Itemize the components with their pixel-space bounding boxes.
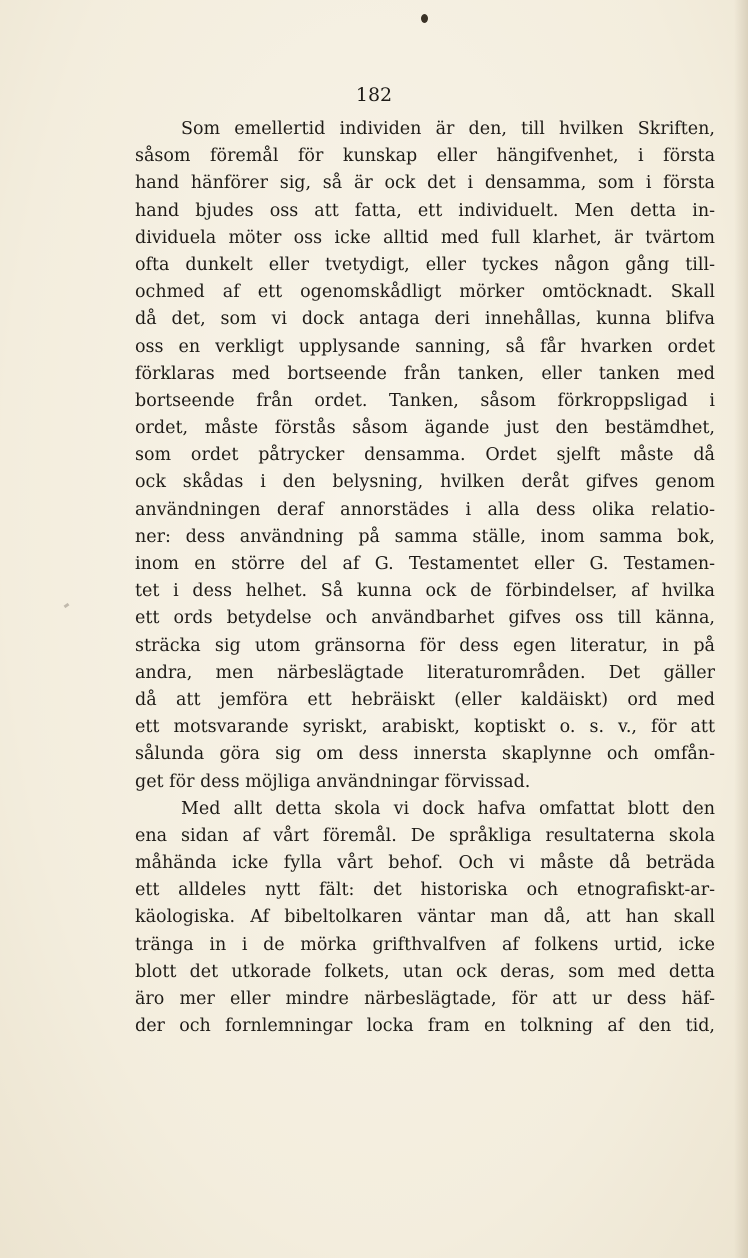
text-line: ena sidan af vårt föremål. De språkliga resultaterna skola <box>135 825 715 846</box>
text-line: dividuela möter oss icke alltid med full klarhet, är tvärtom <box>135 227 715 248</box>
text-line: hand bjudes oss att fatta, ett individuelt. Men detta in- <box>135 200 715 221</box>
text-line: hand hänförer sig, så är ock det i densamma, som i första <box>135 173 715 194</box>
text-line: inom en större del af G. Testamentet eller G. Testamen- <box>135 554 715 574</box>
text-line: käologiska. Af bibeltolkaren väntar man då, att han skall <box>135 907 715 928</box>
text-line: såsom föremål för kunskap eller hängifvenhet, i första <box>135 146 715 167</box>
text-line: ock skådas i den belysning, hvilken deråt gifves genom <box>135 472 715 493</box>
text-line: användningen deraf annorstädes i alla dess olika relatio- <box>135 499 715 520</box>
text-line: tet i dess helhet. Så kunna ock de förbindelser, af hvilka <box>135 581 715 602</box>
text-line: ett motsvarande syriskt, arabiskt, koptiskt o. s. v., för att <box>135 717 715 738</box>
page-edge-shadow <box>734 0 748 1258</box>
text-line: sträcka sig utom gränsorna för dess egen literatur, in på <box>135 635 715 656</box>
text-line: måhända icke fylla vårt behof. Och vi måste då beträda <box>135 853 715 874</box>
text-line: som ordet påtrycker densamma. Ordet sjelft måste då <box>135 445 715 466</box>
text-line: Med allt detta skola vi dock hafva omfattat blott den <box>181 798 715 819</box>
text-line: ordet, måste förstås såsom ägande just den bestämdhet, <box>135 418 715 439</box>
paper-speck <box>64 603 70 608</box>
text-line: förklaras med bortseende från tanken, eller tanken med <box>135 363 715 384</box>
text-line: äro mer eller mindre närbeslägtade, för att ur dess häf- <box>135 989 715 1009</box>
text-line: get för dess möjliga användningar förvissad. <box>135 771 531 792</box>
text-line: oss en verkligt upplysande sanning, så får hvarken ordet <box>135 336 715 357</box>
ink-mark <box>421 14 428 23</box>
text-line: ett alldeles nytt fält: det historiska och etnografiskt-ar- <box>135 880 715 901</box>
text-line: bortseende från ordet. Tanken, såsom förkroppsligad i <box>135 390 715 411</box>
page-number: 182 <box>355 84 393 106</box>
text-line: ner: dess användning på samma ställe, inom samma bok, <box>135 526 715 547</box>
text-line: der och fornlemningar locka fram en tolkning af den tid, <box>135 1016 715 1037</box>
text-line: ett ords betydelse och användbarhet gifves oss till känna, <box>135 608 715 629</box>
body-text <box>135 116 715 1040</box>
text-line: ochmed af ett ogenomskådligt mörker omtöcknadt. Skall <box>135 282 715 303</box>
text-line: sålunda göra sig om dess innersta skaplynne och omfån- <box>135 744 715 765</box>
text-line: blott det utkorade folkets, utan ock deras, som med detta <box>135 961 715 982</box>
text-line: tränga in i de mörka grifthvalfven af folkens urtid, icke <box>135 934 715 955</box>
text-line: Som emellertid individen är den, till hvilken Skriften, <box>181 119 715 139</box>
text-line: andra, men närbeslägtade literaturområden. Det gäller <box>135 662 715 683</box>
text-line: ofta dunkelt eller tvetydigt, eller tyckes någon gång till- <box>135 254 715 275</box>
text-line: då det, som vi dock antaga deri innehållas, kunna blifva <box>135 309 715 330</box>
text-line: då att jemföra ett hebräiskt (eller kaldäiskt) ord med <box>135 689 715 710</box>
